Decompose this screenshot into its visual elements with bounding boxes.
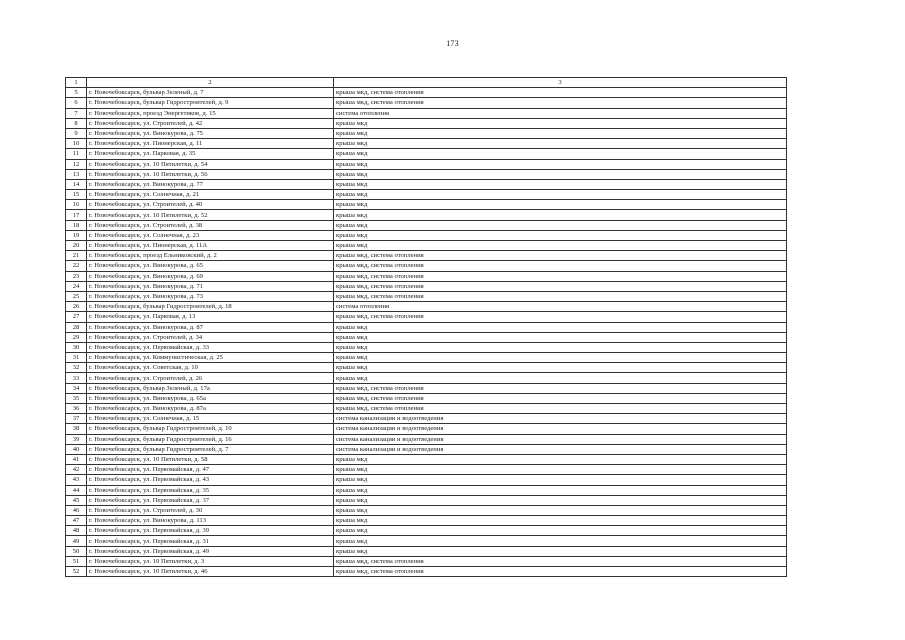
table-row: [66, 465, 787, 475]
table-row: [66, 475, 787, 485]
table-row: [66, 281, 787, 291]
work-type-cell: система канализации и водоотведения: [334, 424, 787, 434]
work-type-cell: крыша мкд: [334, 342, 787, 352]
work-type-cell: крыша мкд, система отопления: [334, 393, 787, 403]
work-type-cell: система отопления: [334, 302, 787, 312]
row-number-cell: 34: [66, 383, 87, 393]
address-work-table: [65, 77, 787, 577]
row-number-cell: 8: [66, 118, 87, 128]
row-number-cell: 49: [66, 536, 87, 546]
work-type-cell: крыша мкд: [334, 505, 787, 515]
row-number-cell: 19: [66, 230, 87, 240]
row-number-cell: 37: [66, 414, 87, 424]
address-cell: г. Новочебоксарск, бульвар Гидростроителей, д. 10: [87, 424, 334, 434]
row-number-cell: 41: [66, 454, 87, 464]
table-row: [66, 363, 787, 373]
address-cell: г. Новочебоксарск, ул. Первомайская, д. 33: [87, 342, 334, 352]
row-number-cell: 29: [66, 332, 87, 342]
work-type-cell: крыша мкд: [334, 179, 787, 189]
address-cell: г. Новочебоксарск, ул. Первомайская, д. 35: [87, 485, 334, 495]
table-row: [66, 149, 787, 159]
row-number-cell: 24: [66, 281, 87, 291]
row-number-cell: 5: [66, 88, 87, 98]
row-number-cell: 13: [66, 169, 87, 179]
work-type-cell: крыша мкд, система отопления: [334, 251, 787, 261]
work-type-cell: крыша мкд, система отопления: [334, 271, 787, 281]
row-number-cell: 18: [66, 220, 87, 230]
address-cell: г. Новочебоксарск, ул. Парковая, д. 13: [87, 312, 334, 322]
address-cell: г. Новочебоксарск, ул. Солнечная, д. 15: [87, 414, 334, 424]
table-row: [66, 556, 787, 566]
address-cell: г. Новочебоксарск, ул. Первомайская, д. 31: [87, 536, 334, 546]
address-cell: г. Новочебоксарск, ул. Винокурова, д. 77: [87, 179, 334, 189]
address-cell: г. Новочебоксарск, ул. 10 Пятилетки, д. 58: [87, 454, 334, 464]
row-number-cell: 6: [66, 98, 87, 108]
table-row: [66, 312, 787, 322]
table-row: [66, 454, 787, 464]
table-row: [66, 536, 787, 546]
row-number-cell: 27: [66, 312, 87, 322]
table-row: [66, 516, 787, 526]
work-type-cell: система канализации и водоотведения: [334, 414, 787, 424]
table-row: [66, 322, 787, 332]
work-type-cell: крыша мкд, система отопления: [334, 88, 787, 98]
table-row: [66, 444, 787, 454]
work-type-cell: крыша мкд: [334, 169, 787, 179]
work-type-cell: крыша мкд: [334, 363, 787, 373]
work-type-cell: крыша мкд: [334, 159, 787, 169]
table-row: [66, 169, 787, 179]
address-cell: г. Новочебоксарск, ул. Строителей, д. 34: [87, 332, 334, 342]
row-number-cell: 12: [66, 159, 87, 169]
column-header-work: 3: [334, 78, 787, 88]
page-number: 173: [446, 39, 459, 48]
table-row: [66, 373, 787, 383]
address-cell: г. Новочебоксарск, ул. Первомайская, д. 37: [87, 495, 334, 505]
table-row: [66, 546, 787, 556]
table-row: [66, 220, 787, 230]
address-cell: г. Новочебоксарск, бульвар Гидростроителей, д. 9: [87, 98, 334, 108]
row-number-cell: 47: [66, 516, 87, 526]
table-row: [66, 434, 787, 444]
row-number-cell: 39: [66, 434, 87, 444]
work-type-cell: крыша мкд, система отопления: [334, 261, 787, 271]
work-type-cell: крыша мкд: [334, 536, 787, 546]
table-row: [66, 251, 787, 261]
work-type-cell: крыша мкд: [334, 118, 787, 128]
address-cell: г. Новочебоксарск, ул. Винокурова, д. 65: [87, 261, 334, 271]
work-type-cell: крыша мкд, система отопления: [334, 383, 787, 393]
address-cell: г. Новочебоксарск, проезд Энергетиков, д. 15: [87, 108, 334, 118]
row-number-cell: 36: [66, 404, 87, 414]
work-type-cell: система канализации и водоотведения: [334, 434, 787, 444]
table-row: [66, 526, 787, 536]
row-number-cell: 14: [66, 179, 87, 189]
work-type-cell: крыша мкд, система отопления: [334, 556, 787, 566]
address-cell: г. Новочебоксарск, ул. Первомайская, д. 43: [87, 475, 334, 485]
table-row: [66, 393, 787, 403]
work-type-cell: крыша мкд, система отопления: [334, 281, 787, 291]
table-row: [66, 424, 787, 434]
table-row: [66, 353, 787, 363]
address-cell: г. Новочебоксарск, ул. Солнечная, д. 21: [87, 190, 334, 200]
work-type-cell: крыша мкд: [334, 475, 787, 485]
work-type-cell: крыша мкд, система отопления: [334, 404, 787, 414]
row-number-cell: 31: [66, 353, 87, 363]
table-body: [66, 88, 787, 577]
row-number-cell: 20: [66, 241, 87, 251]
work-type-cell: крыша мкд: [334, 241, 787, 251]
row-number-cell: 7: [66, 108, 87, 118]
row-number-cell: 17: [66, 210, 87, 220]
row-number-cell: 22: [66, 261, 87, 271]
work-type-cell: крыша мкд: [334, 322, 787, 332]
row-number-cell: 11: [66, 149, 87, 159]
row-number-cell: 44: [66, 485, 87, 495]
address-cell: г. Новочебоксарск, ул. Винокурова, д. 87: [87, 322, 334, 332]
row-number-cell: 23: [66, 271, 87, 281]
table-row: [66, 210, 787, 220]
row-number-cell: 38: [66, 424, 87, 434]
address-cell: г. Новочебоксарск, ул. Пионерская, д. 11А: [87, 241, 334, 251]
table-row: [66, 241, 787, 251]
table-header-row: [66, 78, 787, 88]
table-row: [66, 108, 787, 118]
address-cell: г. Новочебоксарск, ул. Винокурова, д. 73: [87, 291, 334, 301]
table-row: [66, 271, 787, 281]
table-row: [66, 404, 787, 414]
table-row: [66, 291, 787, 301]
address-cell: г. Новочебоксарск, ул. Винокурова, д. 71: [87, 281, 334, 291]
row-number-cell: 16: [66, 200, 87, 210]
work-type-cell: крыша мкд: [334, 210, 787, 220]
work-type-cell: крыша мкд: [334, 465, 787, 475]
address-cell: г. Новочебоксарск, ул. Винокурова, д. 113: [87, 516, 334, 526]
work-type-cell: крыша мкд: [334, 353, 787, 363]
work-type-cell: крыша мкд: [334, 332, 787, 342]
row-number-cell: 40: [66, 444, 87, 454]
work-type-cell: система канализации и водоотведения: [334, 444, 787, 454]
work-type-cell: крыша мкд: [334, 546, 787, 556]
table-row: [66, 261, 787, 271]
table-row: [66, 485, 787, 495]
address-cell: г. Новочебоксарск, ул. Строителей, д. 42: [87, 118, 334, 128]
row-number-cell: 26: [66, 302, 87, 312]
work-type-cell: крыша мкд, система отопления: [334, 291, 787, 301]
work-type-cell: крыша мкд: [334, 495, 787, 505]
table-row: [66, 414, 787, 424]
work-type-cell: крыша мкд: [334, 230, 787, 240]
work-type-cell: крыша мкд: [334, 149, 787, 159]
address-cell: г. Новочебоксарск, ул. Парковая, д. 35: [87, 149, 334, 159]
table-row: [66, 139, 787, 149]
work-type-cell: крыша мкд: [334, 139, 787, 149]
work-type-cell: крыша мкд: [334, 526, 787, 536]
work-type-cell: крыша мкд: [334, 200, 787, 210]
work-type-cell: крыша мкд: [334, 516, 787, 526]
address-cell: г. Новочебоксарск, ул. Строителей, д. 40: [87, 200, 334, 210]
address-cell: г. Новочебоксарск, ул. Пионерская, д. 11: [87, 139, 334, 149]
address-cell: г. Новочебоксарск, ул. Винокурова, д. 75: [87, 128, 334, 138]
table-row: [66, 495, 787, 505]
table-row: [66, 128, 787, 138]
work-type-cell: крыша мкд: [334, 454, 787, 464]
work-type-cell: крыша мкд, система отопления: [334, 312, 787, 322]
address-cell: г. Новочебоксарск, ул. Советская, д. 10: [87, 363, 334, 373]
row-number-cell: 33: [66, 373, 87, 383]
address-cell: г. Новочебоксарск, ул. 10 Пятилетки, д. 56: [87, 169, 334, 179]
row-number-cell: 9: [66, 128, 87, 138]
address-cell: г. Новочебоксарск, ул. Первомайская, д. 49: [87, 546, 334, 556]
row-number-cell: 30: [66, 342, 87, 352]
address-cell: г. Новочебоксарск, бульвар Зеленый, д. 17а: [87, 383, 334, 393]
table-row: [66, 88, 787, 98]
column-header-address: 2: [87, 78, 334, 88]
work-type-cell: крыша мкд: [334, 190, 787, 200]
row-number-cell: 10: [66, 139, 87, 149]
row-number-cell: 48: [66, 526, 87, 536]
row-number-cell: 42: [66, 465, 87, 475]
row-number-cell: 28: [66, 322, 87, 332]
address-cell: г. Новочебоксарск, ул. Солнечная, д. 23: [87, 230, 334, 240]
address-cell: г. Новочебоксарск, ул. Первомайская, д. 39: [87, 526, 334, 536]
address-cell: г. Новочебоксарск, ул. 10 Пятилетки, д. 46: [87, 567, 334, 577]
column-header-number: 1: [66, 78, 87, 88]
row-number-cell: 51: [66, 556, 87, 566]
row-number-cell: 35: [66, 393, 87, 403]
address-cell: г. Новочебоксарск, ул. Строителей, д. 38: [87, 220, 334, 230]
address-cell: г. Новочебоксарск, бульвар Гидростроителей, д. 16: [87, 434, 334, 444]
row-number-cell: 15: [66, 190, 87, 200]
row-number-cell: 25: [66, 291, 87, 301]
work-type-cell: крыша мкд: [334, 220, 787, 230]
table-row: [66, 190, 787, 200]
row-number-cell: 50: [66, 546, 87, 556]
row-number-cell: 43: [66, 475, 87, 485]
table-row: [66, 332, 787, 342]
table-row: [66, 200, 787, 210]
table-row: [66, 159, 787, 169]
address-cell: г. Новочебоксарск, бульвар Зеленый, д. 7: [87, 88, 334, 98]
table-row: [66, 230, 787, 240]
address-cell: г. Новочебоксарск, бульвар Гидростроителей, д. 18: [87, 302, 334, 312]
table-row: [66, 179, 787, 189]
table-row: [66, 118, 787, 128]
work-type-cell: крыша мкд: [334, 373, 787, 383]
work-type-cell: система отопления: [334, 108, 787, 118]
address-cell: г. Новочебоксарск, ул. 10 Пятилетки, д. 54: [87, 159, 334, 169]
address-cell: г. Новочебоксарск, ул. Строителей, д. 26: [87, 373, 334, 383]
address-cell: г. Новочебоксарск, ул. Винокурова, д. 65а: [87, 393, 334, 403]
work-type-cell: крыша мкд: [334, 485, 787, 495]
row-number-cell: 21: [66, 251, 87, 261]
table-row: [66, 383, 787, 393]
address-cell: г. Новочебоксарск, ул. 10 Пятилетки, д. 52: [87, 210, 334, 220]
table-row: [66, 567, 787, 577]
work-type-cell: крыша мкд, система отопления: [334, 98, 787, 108]
table-row: [66, 505, 787, 515]
row-number-cell: 45: [66, 495, 87, 505]
address-cell: г. Новочебоксарск, ул. Первомайская, д. 47: [87, 465, 334, 475]
address-cell: г. Новочебоксарск, ул. Коммунистическая, д. 25: [87, 353, 334, 363]
work-type-cell: крыша мкд: [334, 128, 787, 138]
address-cell: г. Новочебоксарск, проезд Ельниковский, д. 2: [87, 251, 334, 261]
row-number-cell: 52: [66, 567, 87, 577]
address-cell: г. Новочебоксарск, ул. 10 Пятилетки, д. 3: [87, 556, 334, 566]
address-cell: г. Новочебоксарск, ул. Винокурова, д. 87а: [87, 404, 334, 414]
address-cell: г. Новочебоксарск, бульвар Гидростроителей, д. 7: [87, 444, 334, 454]
address-cell: г. Новочебоксарск, ул. Винокурова, д. 69: [87, 271, 334, 281]
table-row: [66, 98, 787, 108]
row-number-cell: 46: [66, 505, 87, 515]
address-cell: г. Новочебоксарск, ул. Строителей, д. 30: [87, 505, 334, 515]
work-type-cell: крыша мкд, система отопления: [334, 567, 787, 577]
table-row: [66, 302, 787, 312]
table-row: [66, 342, 787, 352]
row-number-cell: 32: [66, 363, 87, 373]
